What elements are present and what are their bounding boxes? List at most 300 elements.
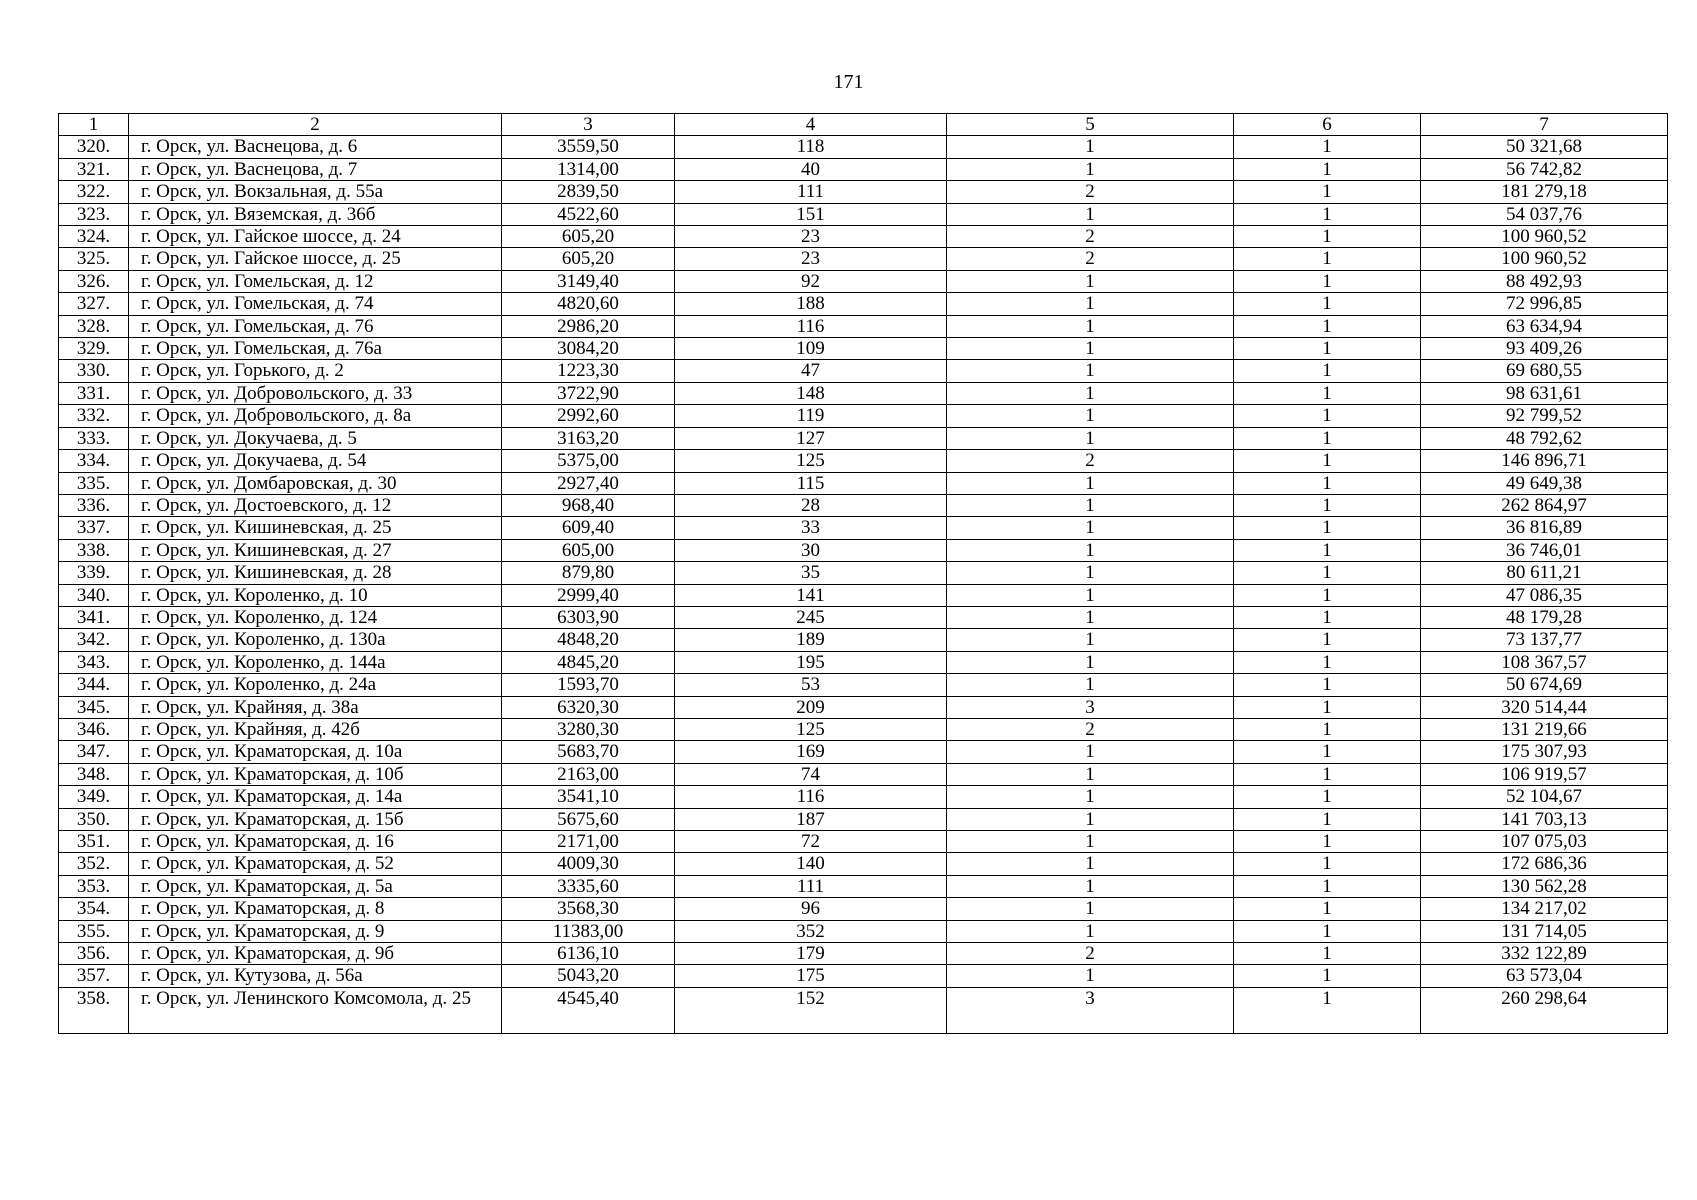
- area-cell: 5375,00: [502, 450, 675, 472]
- row-number-cell: 357.: [59, 965, 129, 987]
- count-cell: 245: [675, 606, 947, 628]
- address-cell: г. Орск, ул. Краматорская, д. 15б: [129, 808, 502, 830]
- col5-cell: 1: [947, 584, 1234, 606]
- col5-cell: 3: [947, 696, 1234, 718]
- row-number-cell: 323.: [59, 203, 129, 225]
- area-cell: 3084,20: [502, 338, 675, 360]
- row-number-cell: 321.: [59, 158, 129, 180]
- count-cell: 40: [675, 158, 947, 180]
- amount-cell: 134 217,02: [1421, 898, 1668, 920]
- table-row: [59, 517, 1668, 539]
- count-cell: 33: [675, 517, 947, 539]
- col6-cell: 1: [1234, 786, 1421, 808]
- row-number-cell: 334.: [59, 450, 129, 472]
- col6-cell: 1: [1234, 248, 1421, 270]
- row-number-cell: 344.: [59, 674, 129, 696]
- col6-cell: 1: [1234, 494, 1421, 516]
- amount-cell: 36 746,01: [1421, 539, 1668, 561]
- area-cell: 3559,50: [502, 136, 675, 158]
- col5-cell: 2: [947, 226, 1234, 248]
- table-row: [59, 158, 1668, 180]
- col5-cell: 1: [947, 338, 1234, 360]
- area-cell: 2992,60: [502, 405, 675, 427]
- address-cell: г. Орск, ул. Кишиневская, д. 27: [129, 539, 502, 561]
- column-number-row: [59, 114, 1668, 136]
- table-row: [59, 405, 1668, 427]
- address-cell: г. Орск, ул. Васнецова, д. 7: [129, 158, 502, 180]
- col6-cell: 1: [1234, 136, 1421, 158]
- amount-cell: 332 122,89: [1421, 943, 1668, 965]
- row-number-cell: 347.: [59, 741, 129, 763]
- amount-cell: 131 219,66: [1421, 718, 1668, 740]
- row-number-cell: 320.: [59, 136, 129, 158]
- area-cell: 3280,30: [502, 718, 675, 740]
- count-cell: 195: [675, 651, 947, 673]
- count-cell: 23: [675, 226, 947, 248]
- count-cell: 23: [675, 248, 947, 270]
- column-number: 1: [59, 114, 129, 136]
- col6-cell: 1: [1234, 338, 1421, 360]
- area-cell: 4845,20: [502, 651, 675, 673]
- row-number-cell: 358.: [59, 987, 129, 1033]
- count-cell: 92: [675, 270, 947, 292]
- count-cell: 141: [675, 584, 947, 606]
- amount-cell: 48 179,28: [1421, 606, 1668, 628]
- table-row: [59, 382, 1668, 404]
- count-cell: 47: [675, 360, 947, 382]
- table-row: [59, 450, 1668, 472]
- area-cell: 3568,30: [502, 898, 675, 920]
- address-cell: г. Орск, ул. Гомельская, д. 76: [129, 315, 502, 337]
- row-number-cell: 327.: [59, 293, 129, 315]
- address-cell: г. Орск, ул. Краматорская, д. 10а: [129, 741, 502, 763]
- count-cell: 28: [675, 494, 947, 516]
- table-row: [59, 315, 1668, 337]
- address-cell: г. Орск, ул. Гайское шоссе, д. 25: [129, 248, 502, 270]
- col6-cell: 1: [1234, 808, 1421, 830]
- area-cell: 2999,40: [502, 584, 675, 606]
- table-row: [59, 674, 1668, 696]
- address-cell: г. Орск, ул. Докучаева, д. 5: [129, 427, 502, 449]
- count-cell: 30: [675, 539, 947, 561]
- area-cell: 3149,40: [502, 270, 675, 292]
- col5-cell: 1: [947, 763, 1234, 785]
- address-cell: г. Орск, ул. Добровольского, д. 8а: [129, 405, 502, 427]
- column-number: 6: [1234, 114, 1421, 136]
- row-number-cell: 322.: [59, 181, 129, 203]
- col5-cell: 1: [947, 405, 1234, 427]
- col5-cell: 1: [947, 741, 1234, 763]
- col5-cell: 1: [947, 853, 1234, 875]
- amount-cell: 88 492,93: [1421, 270, 1668, 292]
- amount-cell: 69 680,55: [1421, 360, 1668, 382]
- table-row: [59, 898, 1668, 920]
- table-row: [59, 831, 1668, 853]
- count-cell: 209: [675, 696, 947, 718]
- table-row: [59, 181, 1668, 203]
- count-cell: 35: [675, 562, 947, 584]
- count-cell: 111: [675, 181, 947, 203]
- col6-cell: 1: [1234, 718, 1421, 740]
- row-number-cell: 329.: [59, 338, 129, 360]
- col5-cell: 1: [947, 898, 1234, 920]
- row-number-cell: 343.: [59, 651, 129, 673]
- col6-cell: 1: [1234, 584, 1421, 606]
- area-cell: 4848,20: [502, 629, 675, 651]
- table-row: [59, 763, 1668, 785]
- address-cell: г. Орск, ул. Краматорская, д. 8: [129, 898, 502, 920]
- area-cell: 6303,90: [502, 606, 675, 628]
- amount-cell: 131 714,05: [1421, 920, 1668, 942]
- col5-cell: 2: [947, 248, 1234, 270]
- col6-cell: 1: [1234, 898, 1421, 920]
- amount-cell: 80 611,21: [1421, 562, 1668, 584]
- area-cell: 3163,20: [502, 427, 675, 449]
- col6-cell: 1: [1234, 674, 1421, 696]
- address-cell: г. Орск, ул. Гайское шоссе, д. 24: [129, 226, 502, 248]
- row-number-cell: 326.: [59, 270, 129, 292]
- amount-cell: 108 367,57: [1421, 651, 1668, 673]
- address-cell: г. Орск, ул. Васнецова, д. 6: [129, 136, 502, 158]
- column-number: 3: [502, 114, 675, 136]
- address-cell: г. Орск, ул. Достоевского, д. 12: [129, 494, 502, 516]
- table-row: [59, 853, 1668, 875]
- table-row: [59, 651, 1668, 673]
- amount-cell: 262 864,97: [1421, 494, 1668, 516]
- amount-cell: 146 896,71: [1421, 450, 1668, 472]
- area-cell: 2986,20: [502, 315, 675, 337]
- row-number-cell: 338.: [59, 539, 129, 561]
- col6-cell: 1: [1234, 270, 1421, 292]
- row-number-cell: 356.: [59, 943, 129, 965]
- count-cell: 125: [675, 450, 947, 472]
- area-cell: 1314,00: [502, 158, 675, 180]
- col5-cell: 1: [947, 674, 1234, 696]
- amount-cell: 50 321,68: [1421, 136, 1668, 158]
- col6-cell: 1: [1234, 360, 1421, 382]
- row-number-cell: 324.: [59, 226, 129, 248]
- col5-cell: 1: [947, 808, 1234, 830]
- table-row: [59, 629, 1668, 651]
- amount-cell: 98 631,61: [1421, 382, 1668, 404]
- col6-cell: 1: [1234, 539, 1421, 561]
- table-row: [59, 539, 1668, 561]
- col6-cell: 1: [1234, 405, 1421, 427]
- area-cell: 5675,60: [502, 808, 675, 830]
- table-row: [59, 360, 1668, 382]
- amount-cell: 72 996,85: [1421, 293, 1668, 315]
- col6-cell: 1: [1234, 226, 1421, 248]
- count-cell: 189: [675, 629, 947, 651]
- col6-cell: 1: [1234, 315, 1421, 337]
- col5-cell: 1: [947, 875, 1234, 897]
- row-number-cell: 345.: [59, 696, 129, 718]
- address-cell: г. Орск, ул. Добровольского, д. 33: [129, 382, 502, 404]
- area-cell: 3541,10: [502, 786, 675, 808]
- amount-cell: 320 514,44: [1421, 696, 1668, 718]
- row-number-cell: 350.: [59, 808, 129, 830]
- area-cell: 5683,70: [502, 741, 675, 763]
- col5-cell: 1: [947, 920, 1234, 942]
- address-cell: г. Орск, ул. Краматорская, д. 16: [129, 831, 502, 853]
- col6-cell: 1: [1234, 293, 1421, 315]
- count-cell: 152: [675, 987, 947, 1033]
- table-row: [59, 741, 1668, 763]
- col5-cell: 3: [947, 987, 1234, 1033]
- address-cell: г. Орск, ул. Краматорская, д. 9: [129, 920, 502, 942]
- address-cell: г. Орск, ул. Гомельская, д. 12: [129, 270, 502, 292]
- row-number-cell: 346.: [59, 718, 129, 740]
- amount-cell: 172 686,36: [1421, 853, 1668, 875]
- address-cell: г. Орск, ул. Крайняя, д. 38а: [129, 696, 502, 718]
- address-cell: г. Орск, ул. Короленко, д. 124: [129, 606, 502, 628]
- amount-cell: 36 816,89: [1421, 517, 1668, 539]
- address-cell: г. Орск, ул. Горького, д. 2: [129, 360, 502, 382]
- col6-cell: 1: [1234, 943, 1421, 965]
- amount-cell: 141 703,13: [1421, 808, 1668, 830]
- amount-cell: 260 298,64: [1421, 987, 1668, 1033]
- table-row: [59, 920, 1668, 942]
- table-body: [59, 114, 1668, 1034]
- amount-cell: 107 075,03: [1421, 831, 1668, 853]
- count-cell: 111: [675, 875, 947, 897]
- count-cell: 179: [675, 943, 947, 965]
- area-cell: 968,40: [502, 494, 675, 516]
- amount-cell: 73 137,77: [1421, 629, 1668, 651]
- address-cell: г. Орск, ул. Короленко, д. 130а: [129, 629, 502, 651]
- area-cell: 2839,50: [502, 181, 675, 203]
- address-cell: г. Орск, ул. Домбаровская, д. 30: [129, 472, 502, 494]
- amount-cell: 175 307,93: [1421, 741, 1668, 763]
- table-row: [59, 718, 1668, 740]
- row-number-cell: 331.: [59, 382, 129, 404]
- col6-cell: 1: [1234, 920, 1421, 942]
- row-number-cell: 353.: [59, 875, 129, 897]
- col5-cell: 1: [947, 965, 1234, 987]
- col5-cell: 1: [947, 382, 1234, 404]
- table-row: [59, 875, 1668, 897]
- address-cell: г. Орск, ул. Кутузова, д. 56а: [129, 965, 502, 987]
- table-row: [59, 270, 1668, 292]
- count-cell: 148: [675, 382, 947, 404]
- count-cell: 169: [675, 741, 947, 763]
- col5-cell: 1: [947, 270, 1234, 292]
- col6-cell: 1: [1234, 629, 1421, 651]
- amount-cell: 63 634,94: [1421, 315, 1668, 337]
- area-cell: 11383,00: [502, 920, 675, 942]
- count-cell: 140: [675, 853, 947, 875]
- col6-cell: 1: [1234, 472, 1421, 494]
- col5-cell: 1: [947, 158, 1234, 180]
- row-number-cell: 341.: [59, 606, 129, 628]
- column-number: 2: [129, 114, 502, 136]
- area-cell: 1223,30: [502, 360, 675, 382]
- area-cell: 605,20: [502, 248, 675, 270]
- count-cell: 151: [675, 203, 947, 225]
- col5-cell: 1: [947, 360, 1234, 382]
- area-cell: 3722,90: [502, 382, 675, 404]
- amount-cell: 63 573,04: [1421, 965, 1668, 987]
- count-cell: 118: [675, 136, 947, 158]
- count-cell: 115: [675, 472, 947, 494]
- area-cell: 3335,60: [502, 875, 675, 897]
- amount-cell: 100 960,52: [1421, 226, 1668, 248]
- amount-cell: 54 037,76: [1421, 203, 1668, 225]
- count-cell: 116: [675, 315, 947, 337]
- row-number-cell: 342.: [59, 629, 129, 651]
- col5-cell: 1: [947, 136, 1234, 158]
- amount-cell: 56 742,82: [1421, 158, 1668, 180]
- area-cell: 4545,40: [502, 987, 675, 1033]
- address-cell: г. Орск, ул. Гомельская, д. 74: [129, 293, 502, 315]
- col6-cell: 1: [1234, 651, 1421, 673]
- col6-cell: 1: [1234, 562, 1421, 584]
- table-row: [59, 943, 1668, 965]
- count-cell: 119: [675, 405, 947, 427]
- area-cell: 5043,20: [502, 965, 675, 987]
- area-cell: 605,00: [502, 539, 675, 561]
- registry-table: [58, 113, 1668, 1034]
- amount-cell: 100 960,52: [1421, 248, 1668, 270]
- row-number-cell: 328.: [59, 315, 129, 337]
- table-row: [59, 472, 1668, 494]
- table-row: [59, 808, 1668, 830]
- area-cell: 4522,60: [502, 203, 675, 225]
- column-number: 5: [947, 114, 1234, 136]
- col6-cell: 1: [1234, 450, 1421, 472]
- amount-cell: 50 674,69: [1421, 674, 1668, 696]
- table-row: [59, 338, 1668, 360]
- count-cell: 125: [675, 718, 947, 740]
- table-row: [59, 696, 1668, 718]
- area-cell: 2163,00: [502, 763, 675, 785]
- count-cell: 175: [675, 965, 947, 987]
- table-row: [59, 226, 1668, 248]
- col6-cell: 1: [1234, 203, 1421, 225]
- area-cell: 6136,10: [502, 943, 675, 965]
- table-row: [59, 606, 1668, 628]
- col5-cell: 1: [947, 562, 1234, 584]
- address-cell: г. Орск, ул. Краматорская, д. 14а: [129, 786, 502, 808]
- address-cell: г. Орск, ул. Краматорская, д. 52: [129, 853, 502, 875]
- amount-cell: 181 279,18: [1421, 181, 1668, 203]
- address-cell: г. Орск, ул. Кишиневская, д. 25: [129, 517, 502, 539]
- col6-cell: 1: [1234, 517, 1421, 539]
- count-cell: 96: [675, 898, 947, 920]
- col6-cell: 1: [1234, 763, 1421, 785]
- col6-cell: 1: [1234, 853, 1421, 875]
- col5-cell: 1: [947, 786, 1234, 808]
- col5-cell: 1: [947, 472, 1234, 494]
- row-number-cell: 332.: [59, 405, 129, 427]
- address-cell: г. Орск, ул. Докучаева, д. 54: [129, 450, 502, 472]
- col5-cell: 2: [947, 943, 1234, 965]
- amount-cell: 52 104,67: [1421, 786, 1668, 808]
- address-cell: г. Орск, ул. Краматорская, д. 5а: [129, 875, 502, 897]
- address-cell: г. Орск, ул. Крайняя, д. 42б: [129, 718, 502, 740]
- table-row: [59, 293, 1668, 315]
- col6-cell: 1: [1234, 696, 1421, 718]
- area-cell: 1593,70: [502, 674, 675, 696]
- address-cell: г. Орск, ул. Гомельская, д. 76а: [129, 338, 502, 360]
- area-cell: 4820,60: [502, 293, 675, 315]
- col6-cell: 1: [1234, 427, 1421, 449]
- col5-cell: 1: [947, 517, 1234, 539]
- area-cell: 879,80: [502, 562, 675, 584]
- col5-cell: 1: [947, 315, 1234, 337]
- amount-cell: 106 919,57: [1421, 763, 1668, 785]
- table-row: [59, 203, 1668, 225]
- amount-cell: 93 409,26: [1421, 338, 1668, 360]
- address-cell: г. Орск, ул. Краматорская, д. 9б: [129, 943, 502, 965]
- row-number-cell: 325.: [59, 248, 129, 270]
- count-cell: 109: [675, 338, 947, 360]
- area-cell: 6320,30: [502, 696, 675, 718]
- table-row: [59, 494, 1668, 516]
- col5-cell: 1: [947, 629, 1234, 651]
- row-number-cell: 336.: [59, 494, 129, 516]
- count-cell: 127: [675, 427, 947, 449]
- count-cell: 74: [675, 763, 947, 785]
- row-number-cell: 351.: [59, 831, 129, 853]
- address-cell: г. Орск, ул. Краматорская, д. 10б: [129, 763, 502, 785]
- col5-cell: 1: [947, 203, 1234, 225]
- row-number-cell: 348.: [59, 763, 129, 785]
- col6-cell: 1: [1234, 382, 1421, 404]
- col5-cell: 2: [947, 718, 1234, 740]
- col5-cell: 1: [947, 293, 1234, 315]
- row-number-cell: 333.: [59, 427, 129, 449]
- count-cell: 188: [675, 293, 947, 315]
- amount-cell: 130 562,28: [1421, 875, 1668, 897]
- col6-cell: 1: [1234, 987, 1421, 1033]
- table-row: [59, 136, 1668, 158]
- col6-cell: 1: [1234, 606, 1421, 628]
- col6-cell: 1: [1234, 965, 1421, 987]
- count-cell: 53: [675, 674, 947, 696]
- col6-cell: 1: [1234, 181, 1421, 203]
- column-number: 4: [675, 114, 947, 136]
- count-cell: 352: [675, 920, 947, 942]
- count-cell: 72: [675, 831, 947, 853]
- row-number-cell: 339.: [59, 562, 129, 584]
- row-number-cell: 337.: [59, 517, 129, 539]
- table-row: [59, 965, 1668, 987]
- col6-cell: 1: [1234, 741, 1421, 763]
- amount-cell: 48 792,62: [1421, 427, 1668, 449]
- table-row: [59, 248, 1668, 270]
- amount-cell: 92 799,52: [1421, 405, 1668, 427]
- count-cell: 187: [675, 808, 947, 830]
- col5-cell: 1: [947, 831, 1234, 853]
- area-cell: 609,40: [502, 517, 675, 539]
- row-number-cell: 330.: [59, 360, 129, 382]
- page-number: 171: [833, 71, 864, 93]
- area-cell: 2927,40: [502, 472, 675, 494]
- row-number-cell: 340.: [59, 584, 129, 606]
- row-number-cell: 352.: [59, 853, 129, 875]
- amount-cell: 47 086,35: [1421, 584, 1668, 606]
- column-number: 7: [1421, 114, 1668, 136]
- count-cell: 116: [675, 786, 947, 808]
- address-cell: г. Орск, ул. Короленко, д. 24а: [129, 674, 502, 696]
- area-cell: 605,20: [502, 226, 675, 248]
- col5-cell: 1: [947, 539, 1234, 561]
- area-cell: 2171,00: [502, 831, 675, 853]
- row-number-cell: 349.: [59, 786, 129, 808]
- address-cell: г. Орск, ул. Ленинского Комсомола, д. 25: [129, 987, 502, 1033]
- table-row: [59, 427, 1668, 449]
